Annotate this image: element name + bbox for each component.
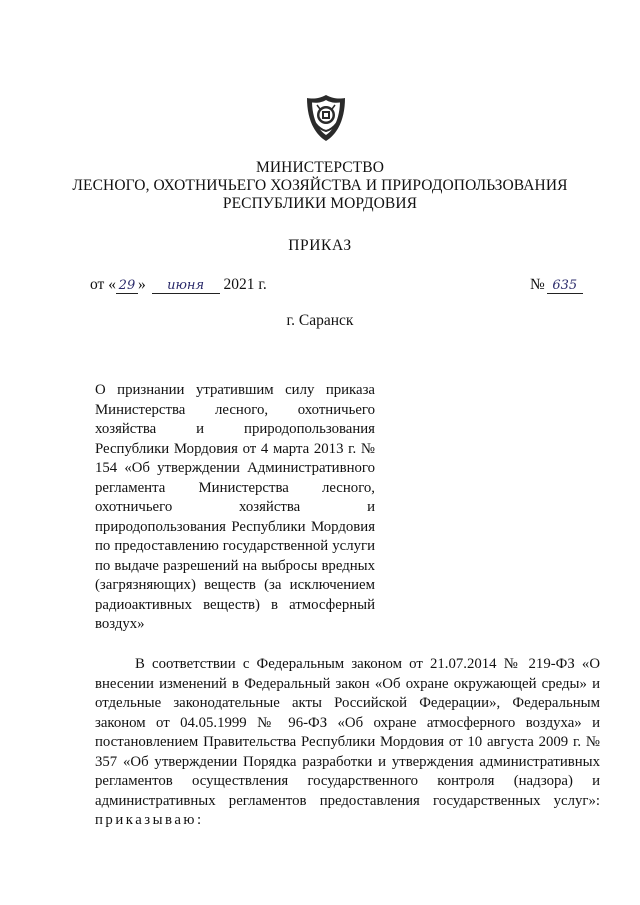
handwritten-day: 29 (116, 278, 138, 294)
order-number (530, 276, 583, 294)
date-year: 2021 г. (223, 276, 267, 293)
city-line: г. Саранск (286, 312, 354, 329)
ministry-title-line-2: ЛЕСНОГО, ОХОТНИЧЬЕГО ХОЗЯЙСТВА И ПРИРОДОПОЛЬЗОВАНИЯ (72, 177, 568, 194)
coat-of-arms-emblem-icon (303, 93, 349, 143)
date-prefix: от « (90, 276, 116, 293)
command-word: приказываю: (95, 812, 204, 828)
order-date (90, 276, 267, 294)
document-type-title: ПРИКАЗ (288, 237, 352, 254)
number-prefix: № (530, 276, 545, 293)
ministry-title-line-1: МИНИСТЕРСТВО (256, 159, 384, 176)
ministry-title-line-3: РЕСПУБЛИКИ МОРДОВИЯ (222, 195, 418, 212)
order-subject: О признании утратившим силу приказа Министерства лесного, охотничьего хозяйства и природопользования Республики Мордовия от 4 марта 2013 г. № 154 «Об утверждении Административного регламента Министерства лесного, охотничьего хозяйства и природопользования Республики Мордовия по предоставлению государственной услуги по выдаче разрешений на выбросы вредных (загрязняющих) веществ (за исключением радиоактивных веществ) в атмосферный воздух» (95, 382, 375, 632)
handwritten-number: 635 (547, 278, 583, 294)
order-body-paragraph (95, 655, 600, 831)
body-text: В соответствии с Федеральным законом от 21.07.2014 № 219-ФЗ «О внесении изменений в Федеральный закон «Об охране окружающей среды» и отдельные законодательные акты Российской Федерации», Федеральным законом от 04.05.1999 № 96-ФЗ «Об охране атмосферного воздуха» и постановлением Правительства Республики Мордовия от 10 августа 2009 г. № 357 «Об утверждении Порядка разработки и утверждения административных регламентов осуществления государственного контроля (надзора) и административных регламентов предоставления государственных услуг»: (95, 656, 600, 809)
date-mid: » (137, 276, 146, 293)
handwritten-month: июня (152, 278, 220, 294)
